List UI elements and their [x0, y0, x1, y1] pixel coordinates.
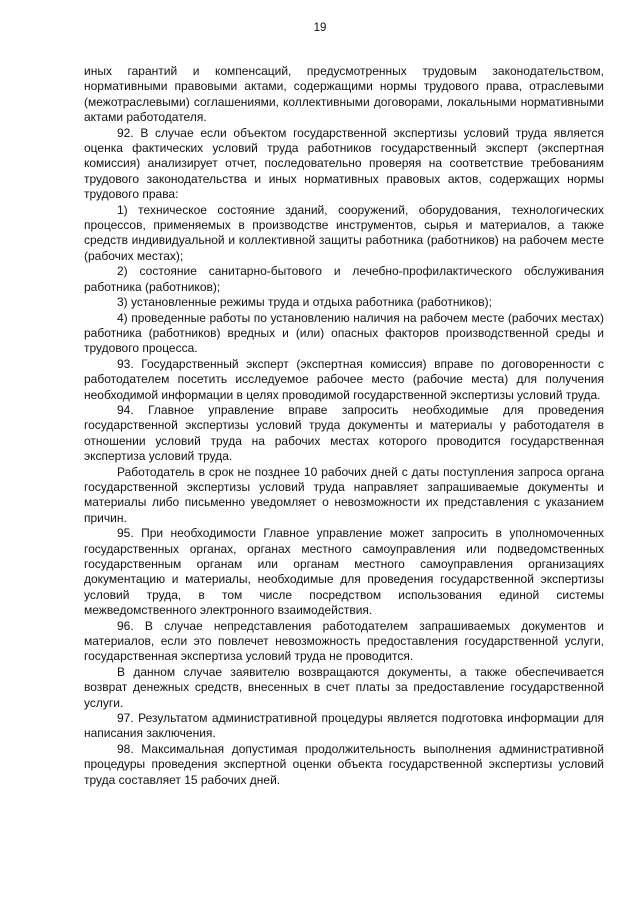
- paragraph-94: 94. Главное управление вправе запросить необходимые для проведения государственной экспертизы условий труда документы и материалы у работодателя в отношении условий труда на рабочих местах которого проводится государственная экспертиза условий труда.: [84, 402, 604, 464]
- page-number: 19: [313, 22, 327, 34]
- paragraph-continuation: иных гарантий и компенсаций, предусмотренных трудовым законодательством, нормативными правовыми актами, содержащими нормы трудового права, отраслевыми (межотраслевыми) соглашениями, коллективными договорами, локальными нормативными актами работодателя.: [84, 64, 604, 125]
- list-item-2: 2) состояние санитарно-бытового и лечебно-профилактического обслуживания работника (работников);: [84, 264, 604, 294]
- paragraph-92: 92. В случае если объектом государственной экспертизы условий труда является оценка фактических условий труда работников государственный эксперт (экспертная комиссия) анализирует отчет, последовательно проверяя на соответствие требованиям трудового законодательства и иных нормативных правовых актов, содержащих нормы трудового права:: [84, 125, 604, 202]
- paragraph-96: 96. В случае непредставления работодателем запрашиваемых документов и материалов, если это повлечет невозможность предоставления государственной услуги, государственная экспертиза условий труда не проводится.: [84, 618, 604, 664]
- paragraph-94-employer: Работодатель в срок не позднее 10 рабочих дней с даты поступления запроса органа государственной экспертизы условий труда направляет запрашиваемые документы и материалы либо письменно уведомляет о невозможности их представления с указанием причин.: [84, 464, 604, 525]
- paragraph-93: 93. Государственный эксперт (экспертная комиссия) вправе по договоренности с работодателем посетить исследуемое рабочее место (рабочие места) для получения необходимой информации в целях проводимой государственной экспертизы условий труда.: [84, 356, 604, 402]
- paragraph-97: 97. Результатом административной процедуры является подготовка информации для написания заключения.: [84, 711, 604, 741]
- document-body: [84, 64, 604, 788]
- list-item-1: 1) техническое состояние зданий, сооружений, оборудования, технологических процессов, применяемых в производстве инструментов, сырья и материалов, а также средств индивидуальной и коллективной защиты работника (работников) на рабочем месте (рабочих местах);: [84, 202, 604, 263]
- paragraph-98: 98. Максимальная допустимая продолжительность выполнения административной процедуры проведения экспертной оценки объекта государственной экспертизы условий труда составляет 15 рабочих дней.: [84, 741, 604, 787]
- paragraph-96-return: В данном случае заявителю возвращаются документы, а также обеспечивается возврат денежных средств, внесенных в счет платы за предоставление государственной услуги.: [84, 664, 604, 710]
- paragraph-95: 95. При необходимости Главное управление может запросить в уполномоченных государственных органах, органах местного самоуправления или подведомственных государственным органам или органам местного самоуправления организациях документацию и материалы, необходимые для проведения государственной экспертизы условий труда, в том числе посредством использования единой системы межведомственного электронного взаимодействия.: [84, 526, 604, 618]
- list-item-3: 3) установленные режимы труда и отдыха работника (работников);: [117, 295, 492, 310]
- list-item-4: 4) проведенные работы по установлению наличия на рабочем месте (рабочих местах) работника (работников) вредных и (или) опасных факторов производственной среды и трудового процесса.: [84, 310, 604, 356]
